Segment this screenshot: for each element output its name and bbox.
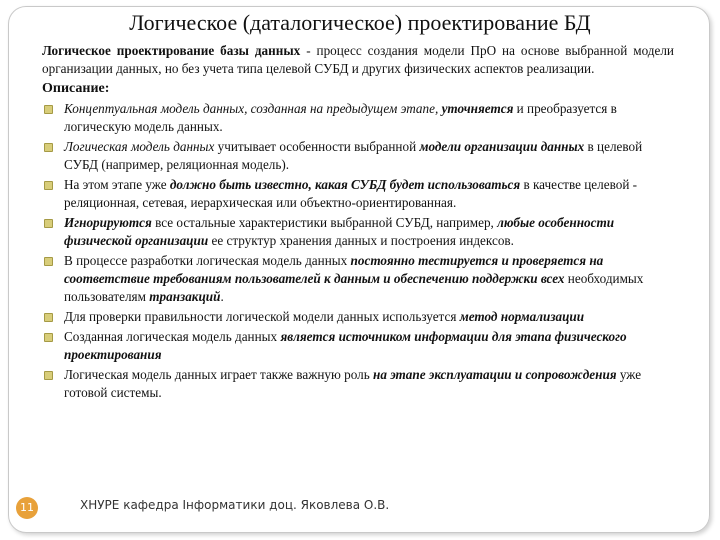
bullet-text-segment: транзакций	[149, 289, 221, 304]
bullet-square-icon	[44, 105, 53, 114]
bullet-text-segment: Логическая модель данных играет также важную роль	[64, 367, 374, 382]
bullet-item	[42, 308, 674, 326]
bullet-text-segment: учитывает особенности выбранной	[214, 139, 420, 154]
bullet-text-segment: Игнорируются	[64, 215, 152, 230]
bullet-text-segment: является источником информации для этапа физического проектирования	[64, 329, 627, 362]
bullet-square-icon	[44, 219, 53, 228]
bullet-item	[42, 214, 674, 250]
bullet-text-segment: В процессе разработки логическая модель данных	[64, 253, 351, 268]
intro-term: Логическое проектирование базы данных	[42, 43, 301, 58]
bullet-text-segment: Для проверки правильности логической модели данных используется	[64, 309, 460, 324]
bullet-item	[42, 100, 674, 136]
bullet-text-segment: в качестве целевой - реляционная, сетевая, иерархическая или объектно-ориентированная.	[64, 177, 638, 210]
footer-text: ХНУРЕ кафедра Інформатики доц. Яковлева О.В.	[80, 498, 390, 512]
bullet-item	[42, 366, 674, 402]
bullet-text-segment: На этом этапе уже	[64, 177, 170, 192]
bullet-text-segment: необходимых пользователям	[64, 271, 644, 304]
intro-paragraph	[42, 42, 674, 78]
bullet-text-segment: модели организации данных	[419, 139, 585, 154]
bullet-text-segment: и преобразуется в логическую модель данных.	[64, 101, 617, 134]
bullet-square-icon	[44, 181, 53, 190]
slide-content	[42, 42, 674, 404]
bullet-text-segment: уточняется	[441, 101, 514, 116]
bullet-square-icon	[44, 371, 53, 380]
bullet-text-segment: в целевой СУБД (например, реляционная модель).	[64, 139, 643, 172]
slide-title: Логическое (даталогическое) проектирование БД	[129, 10, 591, 35]
bullet-square-icon	[44, 313, 53, 322]
bullet-text-segment: ее структур хранения данных и построения индексов.	[208, 233, 514, 248]
bullet-square-icon	[44, 257, 53, 266]
bullet-square-icon	[44, 333, 53, 342]
bullet-text-segment: любые особенности физической организации	[64, 215, 615, 248]
intro-text: - процесс создания модели ПрО на основе выбранной модели организации данных, но без учета типа целевой СУБД и других физических аспектов реализации.	[42, 43, 674, 76]
bullet-text-segment: на этапе эксплуатации и сопровождения	[373, 367, 617, 382]
bullet-text-segment: должно быть известно, какая СУБД будет использоваться	[169, 177, 521, 192]
bullet-item	[42, 138, 674, 174]
bullet-text-segment: Логическая модель данных	[64, 139, 215, 154]
bullet-text-segment: метод нормализации	[459, 309, 585, 324]
bullet-text-segment: .	[220, 289, 224, 304]
bullet-text-segment: все остальные характеристики выбранной СУБД, например,	[151, 215, 498, 230]
description-label: Описание:	[42, 81, 110, 96]
bullet-item	[42, 176, 674, 212]
bullet-list	[42, 100, 674, 402]
bullet-text-segment: Концептуальная модель данных, созданная на предыдущем этапе,	[64, 101, 442, 116]
page-number-badge: 11	[16, 497, 38, 519]
bullet-item	[42, 328, 674, 364]
bullet-text-segment: Созданная логическая модель данных	[64, 329, 281, 344]
bullet-item	[42, 252, 674, 306]
bullet-text-segment: постоянно тестируется и проверяется на соответствие требованиям пользователей к данным и обеспечению поддержки всех	[64, 253, 604, 286]
bullet-square-icon	[44, 143, 53, 152]
bullet-text-segment: уже готовой системы.	[64, 367, 642, 400]
